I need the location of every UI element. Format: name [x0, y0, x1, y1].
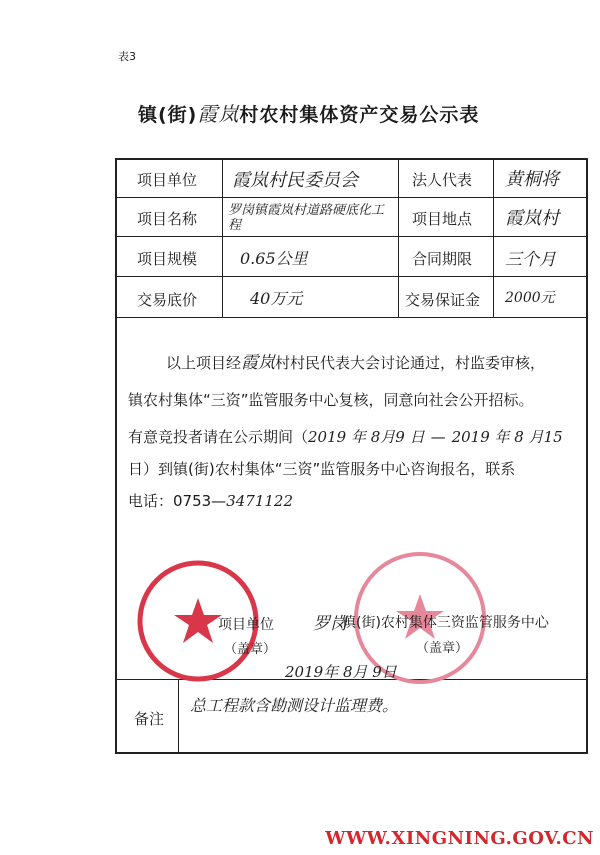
- body-date-end: 2019 年 8 月15: [451, 428, 563, 446]
- title-village-handwritten: 霞岚: [197, 102, 240, 126]
- left-seal-note: （盖章）: [224, 642, 277, 657]
- body-line-2: 镇农村集体“三资”监管服务中心复核，同意向社会公开招标。: [128, 391, 534, 409]
- value-contract-period: 三个月: [505, 250, 556, 270]
- right-seal-note: （盖章）: [416, 641, 469, 656]
- page-title: [138, 98, 479, 127]
- left-signature-label: 项目单位: [218, 617, 274, 633]
- label-base-price: 交易底价: [137, 291, 198, 309]
- body-line-1: 以上项目经霞岚村村民代表大会讨论通过，村监委审核，: [166, 353, 546, 373]
- remarks-label: 备注: [134, 710, 165, 728]
- value-base-price: 40万元: [250, 289, 303, 308]
- value-legal-rep: 黄桐将: [505, 169, 559, 190]
- signature-date: 2019年 8月 9日: [285, 663, 397, 681]
- value-project-name: 罗岗镇霞岚村道路硬底化工程: [228, 203, 385, 233]
- form-number: 表3: [118, 50, 136, 63]
- label-contract-period: 合同期限: [412, 250, 473, 268]
- value-project-location: 霞岚村: [505, 208, 559, 229]
- body-village-handwritten: 霞岚: [241, 353, 276, 373]
- label-project-name: 项目名称: [137, 210, 198, 228]
- right-signature-label: 镇(街)农村集体三资监管服务中心: [342, 615, 549, 631]
- body-date-start: 2019 年 8月9 日: [308, 428, 425, 446]
- body-line-4: 日）到镇(街)农村集体“三资”监管服务中心咨询报名，联系: [128, 460, 516, 478]
- remarks-value: 总工程款含勘测设计监理费。: [190, 696, 399, 715]
- town-handwritten: 罗岗: [313, 614, 347, 634]
- label-deposit: 交易保证金: [405, 291, 481, 309]
- body-line-5: 电话：0753—3471122: [128, 492, 293, 510]
- body-phone-handwritten: 3471122: [226, 492, 293, 510]
- label-project-scale: 项目规模: [137, 250, 198, 268]
- site-watermark: WWW.XINGNING.GOV.CN: [325, 828, 594, 849]
- value-project-scale: 0.65公里: [240, 249, 308, 268]
- title-suffix: 村农村集体资产交易公示表: [239, 104, 480, 126]
- label-legal-rep: 法人代表: [412, 171, 473, 189]
- body-line-3: 有意竞投者请在公示期间（2019 年 8月9 日 — 2019 年 8 月15: [128, 428, 563, 446]
- value-project-unit: 霞岚村民委员会: [232, 170, 358, 191]
- label-project-unit: 项目单位: [137, 171, 198, 189]
- label-project-location: 项目地点: [412, 210, 473, 228]
- value-deposit: 2000元: [505, 290, 555, 306]
- title-prefix: 镇(街): [138, 104, 198, 126]
